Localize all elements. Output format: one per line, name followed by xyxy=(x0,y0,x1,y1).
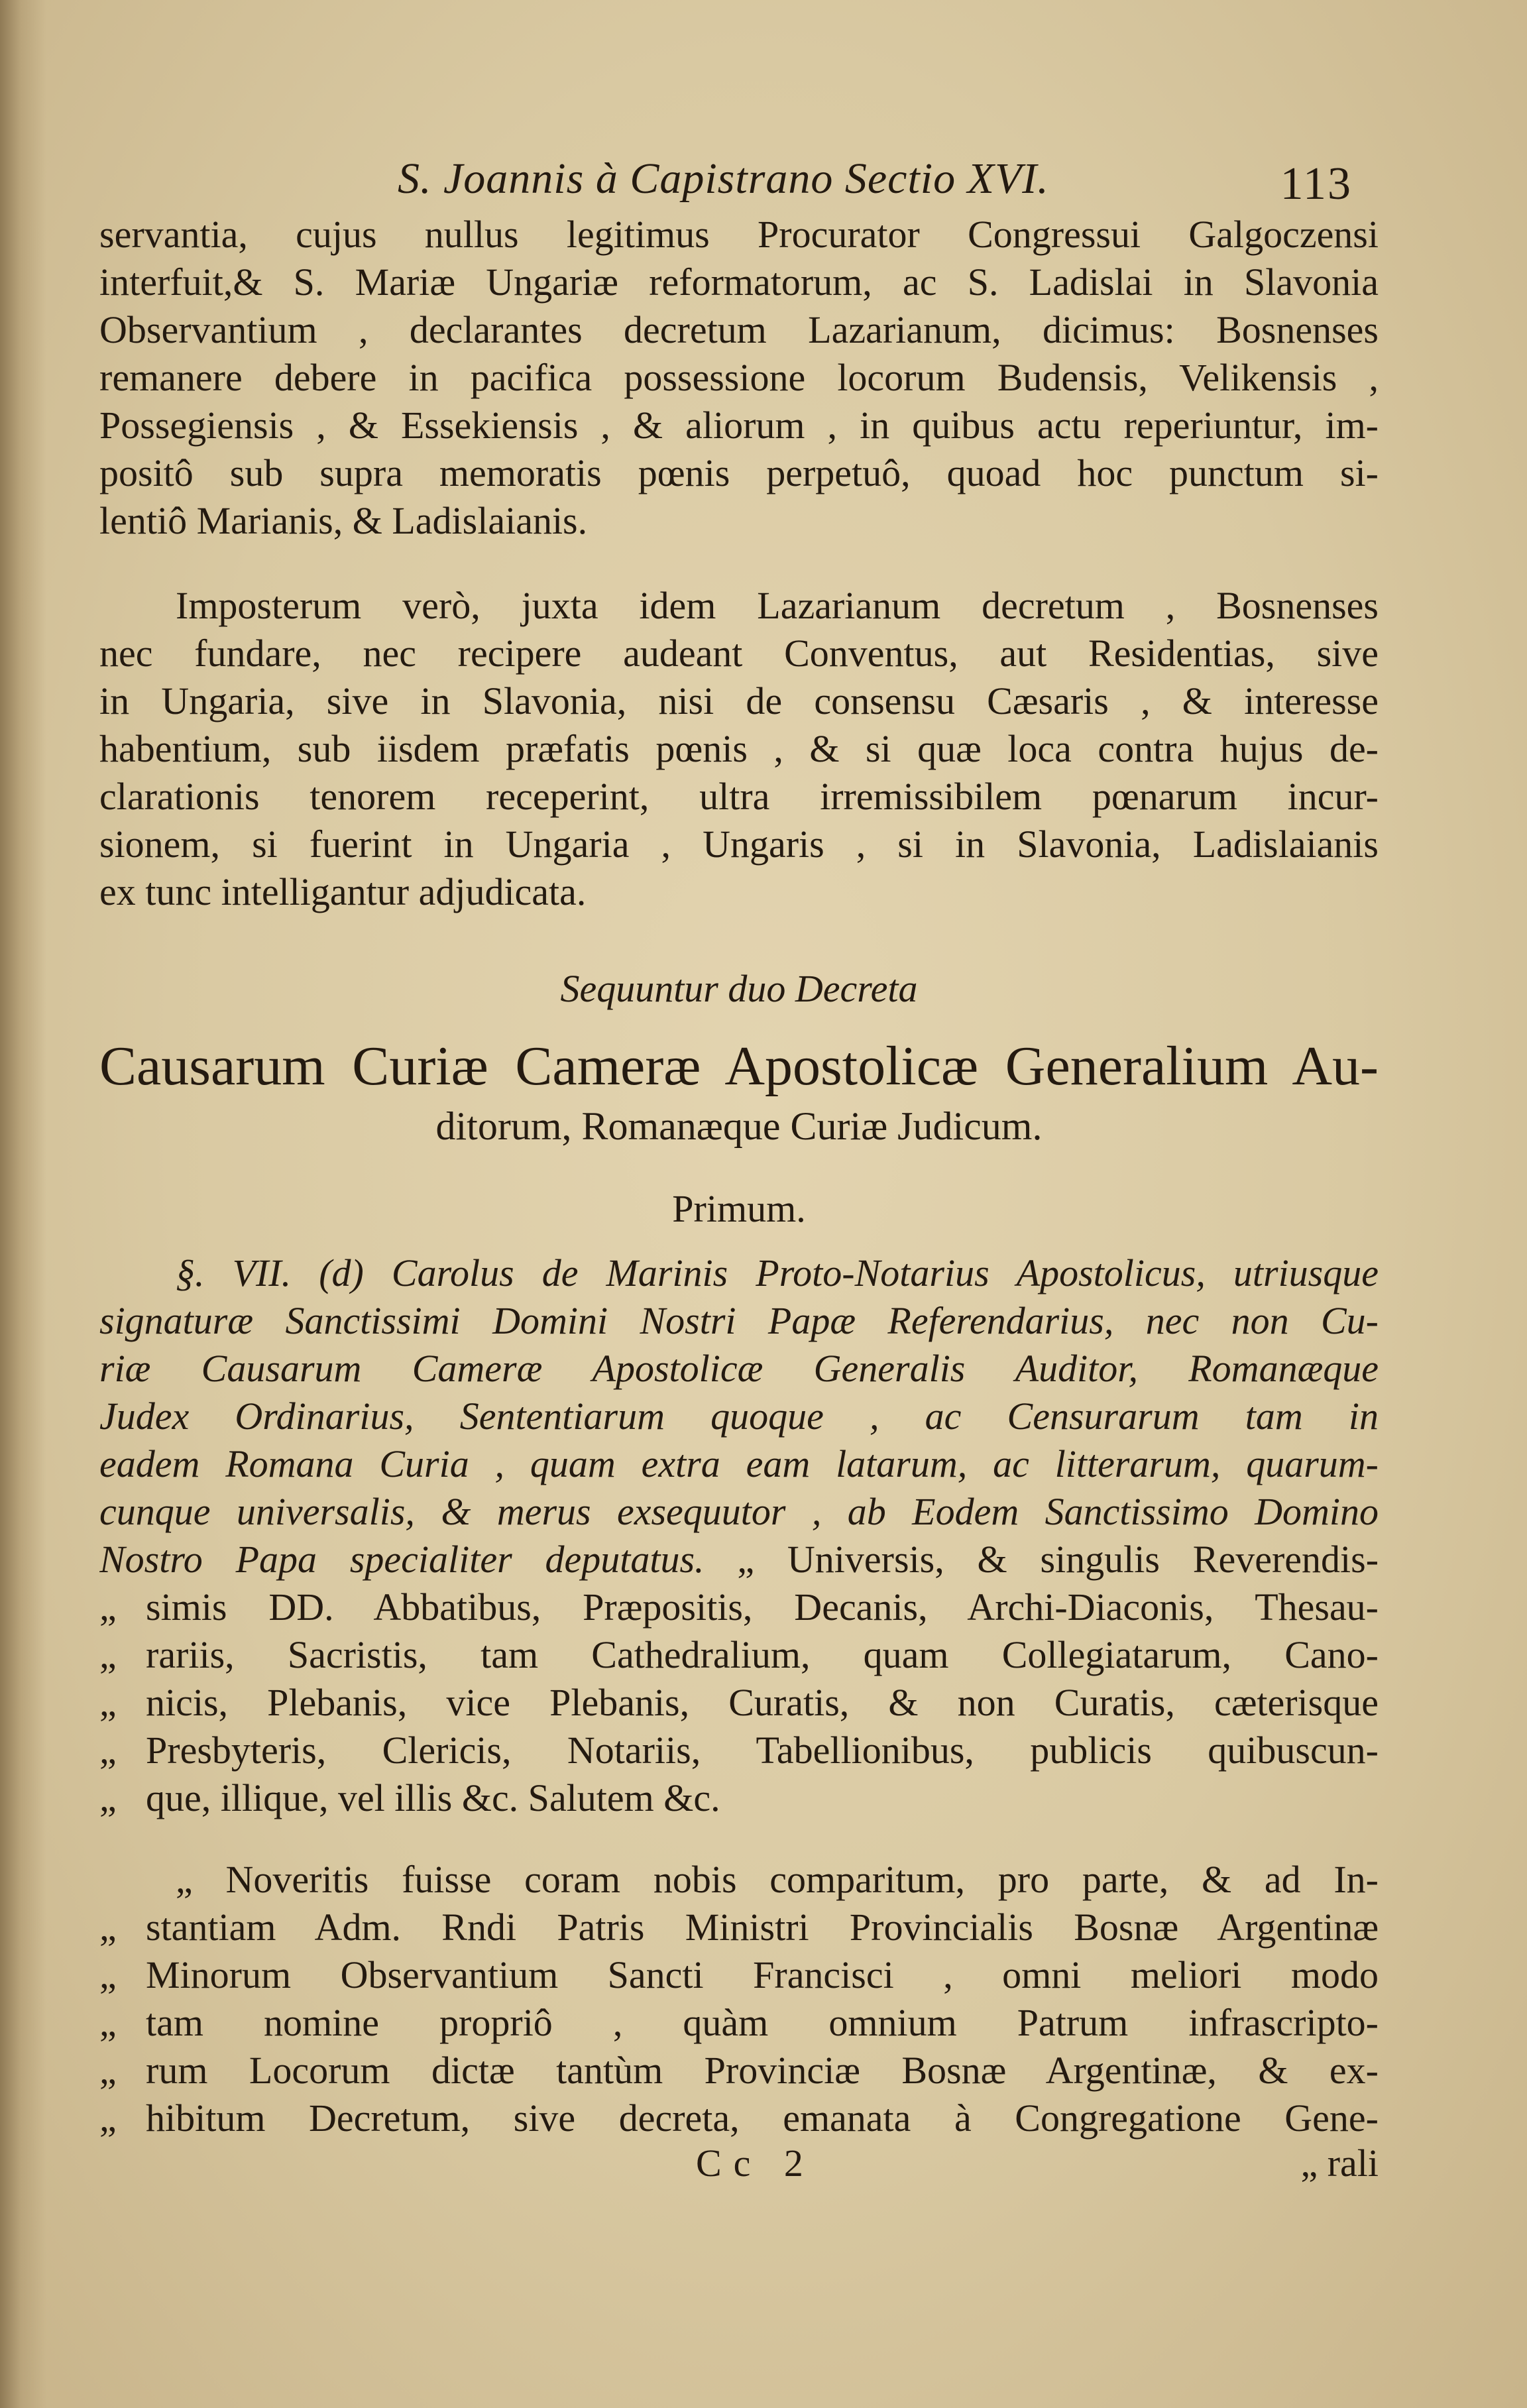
quote-mark: „ xyxy=(99,2096,117,2140)
paragraph-2 xyxy=(99,582,1379,916)
text-line: interfuit,& S. Mariæ Ungariæ reformatorum, ac S. Ladislai in Slavonia xyxy=(99,260,1379,304)
text-line: Imposterum verò, juxta idem Lazarianum decretum , Bosnenses xyxy=(176,584,1379,627)
quoted-text: simis DD. Abbatibus, Præpositis, Decanis, Archi-Diaconis, Thesau- xyxy=(146,1585,1379,1629)
quote-mark: „ xyxy=(99,2001,117,2044)
quoted-line xyxy=(99,1904,1379,1951)
quote-mark: „ xyxy=(99,1776,117,1819)
text-line: ex tunc intelligantur adjudicata. xyxy=(99,870,587,913)
quoted-text: nicis, Plebanis, vice Plebanis, Curatis, & non Curatis, cæterisque xyxy=(146,1681,1379,1724)
paragraph-1 xyxy=(99,211,1379,545)
text-line: lentiô Marianis, & Ladislaianis. xyxy=(99,499,588,542)
text-line: Possegiensis , & Essekiensis , & aliorum , in quibus actu reperiuntur, im- xyxy=(99,404,1379,447)
section-title: Causarum Curiæ Cameræ Apostolicæ Generalium Au- xyxy=(99,1035,1379,1097)
text-line: eadem Romana Curia , quam extra eam latarum, ac litterarum, quarum- xyxy=(99,1442,1379,1485)
text-line: remanere debere in pacifica possessione locorum Budensis, Velikensis , xyxy=(99,356,1379,399)
quote-mark: „ xyxy=(99,1633,117,1676)
text-line: „ Noveritis fuisse coram nobis comparitum, pro parte, & ad In- xyxy=(176,1858,1379,1901)
quoted-text: stantiam Adm. Rndi Patris Ministri Provincialis Bosnæ Argentinæ xyxy=(146,1906,1379,1949)
text-line: clarationis tenorem receperint, ultra irremissibilem pœnarum incur- xyxy=(99,775,1379,818)
quoted-text: Minorum Observantium Sancti Francisci , omni meliori modo xyxy=(146,1953,1379,1996)
quote-mark: „ xyxy=(99,1729,117,1772)
quoted-text: que, illique, vel illis &c. Salutem &c. xyxy=(146,1776,720,1819)
text-line: Observantium , declarantes decretum Lazarianum, dicimus: Bosnenses xyxy=(99,308,1379,351)
quoted-line xyxy=(99,1583,1379,1631)
quote-mark: „ xyxy=(99,1585,117,1629)
quote-mark: „ xyxy=(99,1953,117,1996)
quoted-text: rariis, Sacristis, tam Cathedralium, quam Collegiatarum, Cano- xyxy=(146,1633,1379,1676)
quoted-line xyxy=(99,1679,1379,1727)
quote-mark: „ xyxy=(99,2049,117,2092)
quoted-line xyxy=(99,1727,1379,1774)
text-line: positô sub supra memoratis pœnis perpetuô, quoad hoc punctum si- xyxy=(99,451,1379,494)
quoted-line xyxy=(99,2094,1379,2142)
text-line: nec fundare, nec recipere audeant Conventus, aut Residentias, sive xyxy=(99,632,1379,675)
signature-mark: Cc 2 xyxy=(696,2142,815,2185)
text-line: habentium, sub iisdem præfatis pœnis , & si quæ loca contra hujus de- xyxy=(99,727,1379,770)
quoted-line xyxy=(99,1999,1379,2047)
quoted-line xyxy=(99,1951,1379,1999)
section-subtitle: Sequuntur duo Decreta xyxy=(560,967,918,1010)
decree-heading: Primum. xyxy=(672,1187,806,1230)
deputatus-text: Nostro Papa specialiter deputatus. xyxy=(99,1538,705,1581)
text-line: Judex Ordinarius, Sententiarum quoque , ac Censurarum tam in xyxy=(99,1395,1379,1438)
page-gutter-shadow xyxy=(0,0,46,2408)
text-line: sionem, si fuerint in Ungaria , Ungaris , si in Slavonia, Ladislaianis xyxy=(99,823,1379,866)
quoted-text: hibitum Decretum, sive decreta, emanata à Congregatione Gene- xyxy=(146,2096,1379,2140)
quoted-line xyxy=(99,1631,1379,1679)
quote-mark: „ xyxy=(99,1906,117,1949)
paragraph-4 xyxy=(99,1856,1379,2142)
paragraph-3 xyxy=(99,1249,1379,1822)
quoted-line xyxy=(99,1774,1379,1822)
page-number: 113 xyxy=(1280,158,1352,209)
text-line: servantia, cujus nullus legitimus Procurator Congressui Galgoczensi xyxy=(99,213,1379,256)
text-line xyxy=(99,1536,1379,1583)
running-head: S. Joannis à Capistrano Sectio XVI. xyxy=(398,154,1049,203)
page-footer xyxy=(99,2141,1379,2194)
catchword: „ rali xyxy=(1300,2142,1379,2185)
text-line: riæ Causarum Cameræ Apostolicæ Generalis Auditor, Romanæque xyxy=(99,1347,1379,1390)
quoted-text: Presbyteris, Clericis, Notariis, Tabellionibus, publicis quibuscun- xyxy=(146,1729,1379,1772)
quoted-text: tam nomine propriô , quàm omnium Patrum infrascripto- xyxy=(146,2001,1379,2044)
text-line: cunque universalis, & merus exsequutor , ab Eodem Sanctissimo Domino xyxy=(99,1490,1379,1533)
quoted-line xyxy=(99,2047,1379,2094)
section-title-continuation: ditorum, Romanæque Curiæ Judicum. xyxy=(435,1104,1043,1148)
text-line: signaturæ Sanctissimi Domini Nostri Papæ Referendarius, nec non Cu- xyxy=(99,1299,1379,1342)
quote-mark: „ xyxy=(99,1681,117,1724)
text-line: in Ungaria, sive in Slavonia, nisi de consensu Cæsaris , & interesse xyxy=(99,679,1379,722)
text-line: §. VII. (d) Carolus de Marinis Proto-Notarius Apostolicus, utriusque xyxy=(176,1251,1379,1294)
quoted-text: rum Locorum dictæ tantùm Provinciæ Bosnæ Argentinæ, & ex- xyxy=(146,2049,1379,2092)
universis-text: „ Universis, & singulis Reverendis- xyxy=(704,1538,1379,1581)
